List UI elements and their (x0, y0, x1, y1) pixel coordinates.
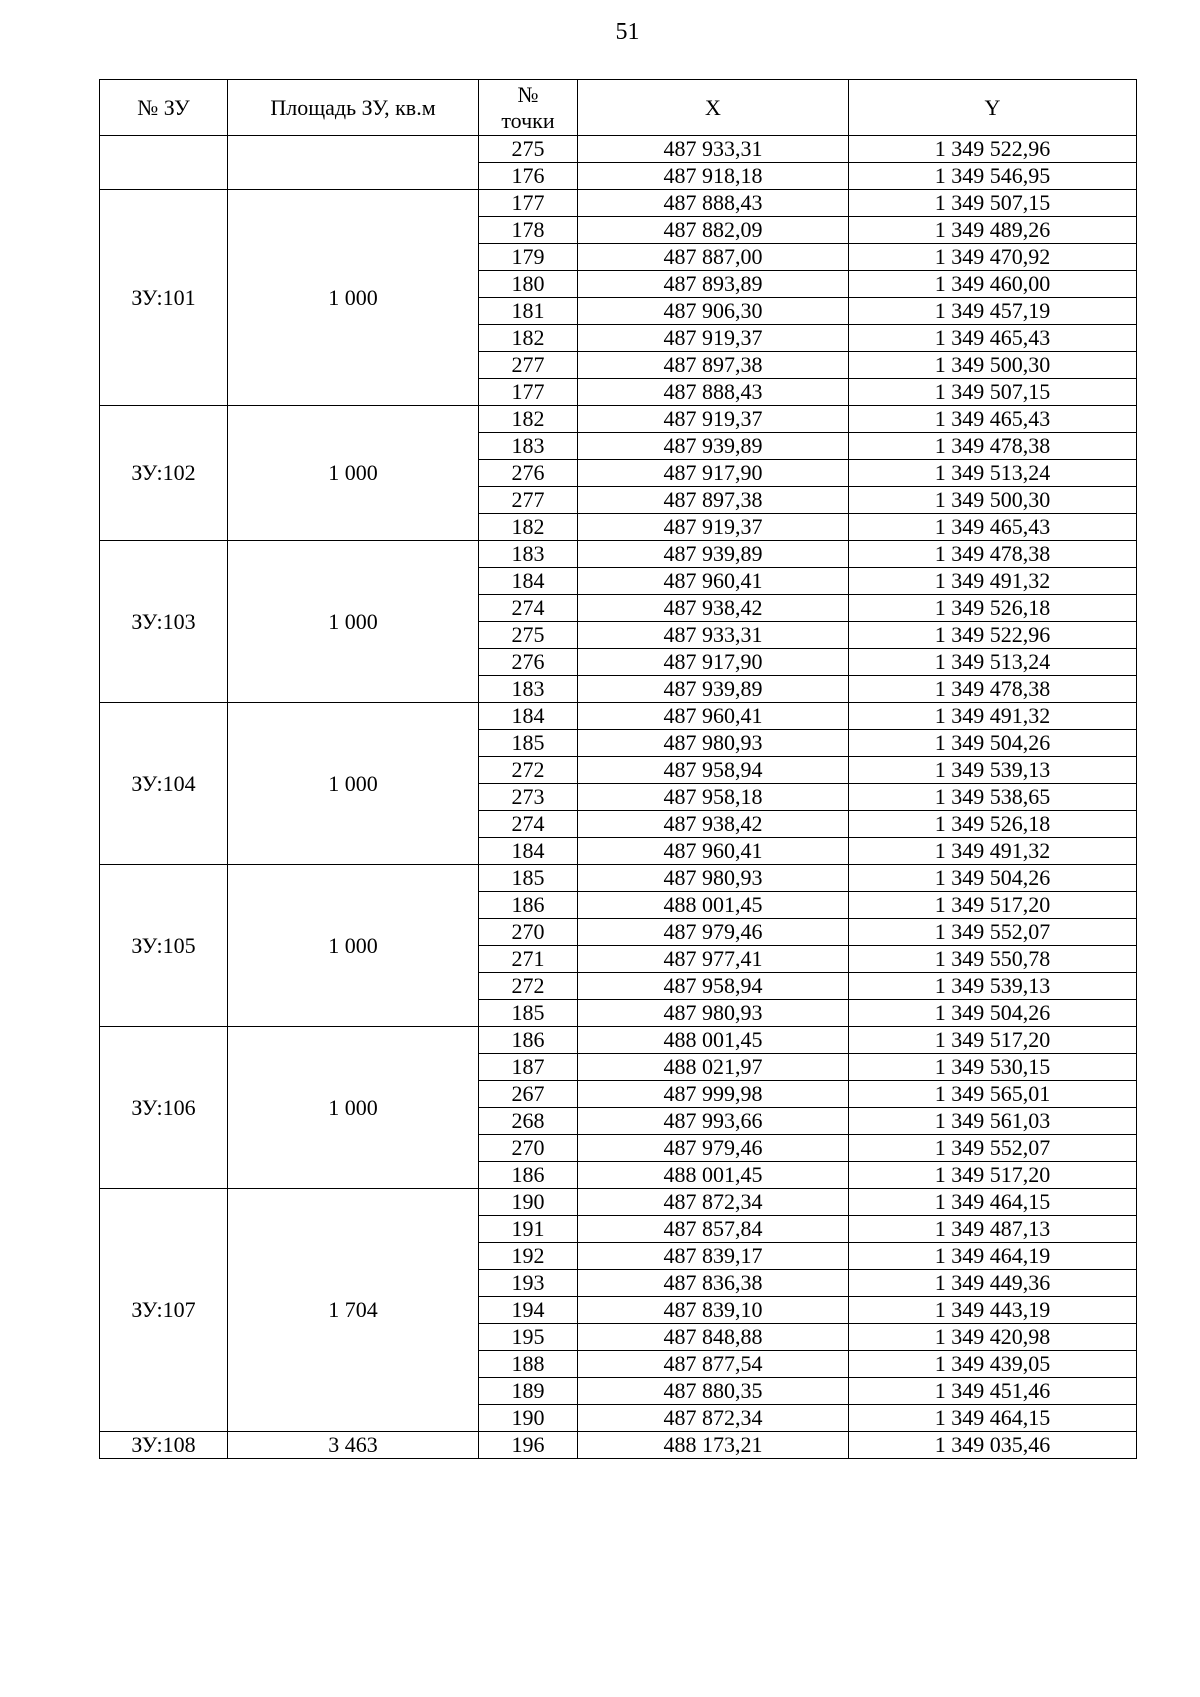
x-coordinate-cell: 487 836,38 (578, 1270, 849, 1297)
x-coordinate-cell: 487 939,89 (578, 541, 849, 568)
point-number-cell: 184 (479, 568, 578, 595)
x-coordinate-cell: 487 979,46 (578, 919, 849, 946)
point-number-cell: 277 (479, 487, 578, 514)
x-coordinate-cell: 487 917,90 (578, 649, 849, 676)
x-coordinate-cell: 487 933,31 (578, 622, 849, 649)
y-coordinate-cell: 1 349 470,92 (849, 244, 1137, 271)
y-coordinate-cell: 1 349 507,15 (849, 190, 1137, 217)
point-number-cell: 185 (479, 865, 578, 892)
y-coordinate-cell: 1 349 439,05 (849, 1351, 1137, 1378)
plot-area-cell: 1 000 (228, 703, 479, 865)
plot-number-cell: ЗУ:101 (100, 190, 228, 406)
point-number-cell: 190 (479, 1405, 578, 1432)
plot-area-cell (228, 136, 479, 190)
point-number-cell: 186 (479, 1027, 578, 1054)
plot-number-cell: ЗУ:107 (100, 1189, 228, 1432)
point-number-cell: 190 (479, 1189, 578, 1216)
x-coordinate-cell: 487 897,38 (578, 352, 849, 379)
plot-area-cell: 3 463 (228, 1432, 479, 1459)
y-coordinate-cell: 1 349 500,30 (849, 352, 1137, 379)
y-coordinate-cell: 1 349 504,26 (849, 1000, 1137, 1027)
table-row (100, 541, 1137, 568)
table-row (100, 1189, 1137, 1216)
point-number-cell: 273 (479, 784, 578, 811)
point-number-cell: 272 (479, 973, 578, 1000)
plot-area-cell: 1 000 (228, 1027, 479, 1189)
x-coordinate-cell: 487 897,38 (578, 487, 849, 514)
x-coordinate-cell: 487 939,89 (578, 676, 849, 703)
x-coordinate-cell: 487 958,18 (578, 784, 849, 811)
x-coordinate-cell: 487 893,89 (578, 271, 849, 298)
y-coordinate-cell: 1 349 487,13 (849, 1216, 1137, 1243)
y-coordinate-cell: 1 349 478,38 (849, 676, 1137, 703)
x-coordinate-cell: 487 919,37 (578, 325, 849, 352)
point-number-cell: 182 (479, 325, 578, 352)
y-coordinate-cell: 1 349 443,19 (849, 1297, 1137, 1324)
y-coordinate-cell: 1 349 561,03 (849, 1108, 1137, 1135)
y-coordinate-cell: 1 349 491,32 (849, 838, 1137, 865)
point-number-cell: 186 (479, 892, 578, 919)
x-coordinate-cell: 487 888,43 (578, 190, 849, 217)
x-coordinate-cell: 487 979,46 (578, 1135, 849, 1162)
y-coordinate-cell: 1 349 500,30 (849, 487, 1137, 514)
table-header-row (100, 80, 1137, 136)
header-x: X (578, 80, 849, 136)
table-row (100, 865, 1137, 892)
y-coordinate-cell: 1 349 507,15 (849, 379, 1137, 406)
y-coordinate-cell: 1 349 504,26 (849, 730, 1137, 757)
x-coordinate-cell: 487 857,84 (578, 1216, 849, 1243)
plot-number-cell: ЗУ:108 (100, 1432, 228, 1459)
plot-number-cell: ЗУ:102 (100, 406, 228, 541)
plot-area-cell: 1 000 (228, 406, 479, 541)
x-coordinate-cell: 487 960,41 (578, 703, 849, 730)
x-coordinate-cell: 487 960,41 (578, 568, 849, 595)
header-plot-number: № ЗУ (100, 80, 228, 136)
x-coordinate-cell: 487 917,90 (578, 460, 849, 487)
y-coordinate-cell: 1 349 451,46 (849, 1378, 1137, 1405)
point-number-cell: 184 (479, 838, 578, 865)
point-number-cell: 193 (479, 1270, 578, 1297)
point-number-cell: 183 (479, 433, 578, 460)
plot-area-cell: 1 000 (228, 865, 479, 1027)
x-coordinate-cell: 487 872,34 (578, 1189, 849, 1216)
y-coordinate-cell: 1 349 546,95 (849, 163, 1137, 190)
point-number-cell: 196 (479, 1432, 578, 1459)
plot-number-cell: ЗУ:105 (100, 865, 228, 1027)
x-coordinate-cell: 487 848,88 (578, 1324, 849, 1351)
plot-number-cell: ЗУ:104 (100, 703, 228, 865)
point-number-cell: 271 (479, 946, 578, 973)
table-row (100, 406, 1137, 433)
y-coordinate-cell: 1 349 522,96 (849, 136, 1137, 163)
y-coordinate-cell: 1 349 478,38 (849, 433, 1137, 460)
y-coordinate-cell: 1 349 530,15 (849, 1054, 1137, 1081)
point-number-cell: 276 (479, 649, 578, 676)
x-coordinate-cell: 487 918,18 (578, 163, 849, 190)
point-number-cell: 267 (479, 1081, 578, 1108)
x-coordinate-cell: 487 980,93 (578, 730, 849, 757)
table-row (100, 190, 1137, 217)
y-coordinate-cell: 1 349 517,20 (849, 1027, 1137, 1054)
point-number-cell: 188 (479, 1351, 578, 1378)
page-number: 51 (615, 19, 640, 45)
y-coordinate-cell: 1 349 035,46 (849, 1432, 1137, 1459)
y-coordinate-cell: 1 349 522,96 (849, 622, 1137, 649)
y-coordinate-cell: 1 349 539,13 (849, 973, 1137, 1000)
point-number-cell: 195 (479, 1324, 578, 1351)
x-coordinate-cell: 487 977,41 (578, 946, 849, 973)
plot-area-cell: 1 704 (228, 1189, 479, 1432)
plot-number-cell: ЗУ:106 (100, 1027, 228, 1189)
point-number-cell: 185 (479, 730, 578, 757)
y-coordinate-cell: 1 349 552,07 (849, 1135, 1137, 1162)
y-coordinate-cell: 1 349 465,43 (849, 514, 1137, 541)
point-number-cell: 277 (479, 352, 578, 379)
y-coordinate-cell: 1 349 464,19 (849, 1243, 1137, 1270)
point-number-cell: 186 (479, 1162, 578, 1189)
x-coordinate-cell: 487 888,43 (578, 379, 849, 406)
header-y: Y (849, 80, 1137, 136)
x-coordinate-cell: 487 960,41 (578, 838, 849, 865)
plot-number-cell (100, 136, 228, 190)
x-coordinate-cell: 487 882,09 (578, 217, 849, 244)
point-number-cell: 182 (479, 514, 578, 541)
table-row (100, 136, 1137, 163)
y-coordinate-cell: 1 349 565,01 (849, 1081, 1137, 1108)
plot-area-cell: 1 000 (228, 541, 479, 703)
x-coordinate-cell: 487 933,31 (578, 136, 849, 163)
point-number-cell: 268 (479, 1108, 578, 1135)
y-coordinate-cell: 1 349 449,36 (849, 1270, 1137, 1297)
y-coordinate-cell: 1 349 460,00 (849, 271, 1137, 298)
x-coordinate-cell: 487 958,94 (578, 973, 849, 1000)
x-coordinate-cell: 487 839,10 (578, 1297, 849, 1324)
x-coordinate-cell: 488 001,45 (578, 892, 849, 919)
point-number-cell: 191 (479, 1216, 578, 1243)
y-coordinate-cell: 1 349 457,19 (849, 298, 1137, 325)
plot-area-cell: 1 000 (228, 190, 479, 406)
y-coordinate-cell: 1 349 552,07 (849, 919, 1137, 946)
point-number-cell: 184 (479, 703, 578, 730)
x-coordinate-cell: 487 872,34 (578, 1405, 849, 1432)
point-number-cell: 194 (479, 1297, 578, 1324)
x-coordinate-cell: 487 919,37 (578, 514, 849, 541)
table-row (100, 1432, 1137, 1459)
x-coordinate-cell: 487 993,66 (578, 1108, 849, 1135)
point-number-cell: 178 (479, 217, 578, 244)
header-point-number-line2: точки (501, 107, 555, 133)
point-number-cell: 270 (479, 1135, 578, 1162)
y-coordinate-cell: 1 349 465,43 (849, 406, 1137, 433)
point-number-cell: 274 (479, 595, 578, 622)
x-coordinate-cell: 487 919,37 (578, 406, 849, 433)
header-point-number-line1: № (517, 81, 539, 107)
point-number-cell: 275 (479, 622, 578, 649)
y-coordinate-cell: 1 349 550,78 (849, 946, 1137, 973)
point-number-cell: 181 (479, 298, 578, 325)
x-coordinate-cell: 487 938,42 (578, 811, 849, 838)
table-row (100, 1027, 1137, 1054)
x-coordinate-cell: 487 906,30 (578, 298, 849, 325)
point-number-cell: 189 (479, 1378, 578, 1405)
point-number-cell: 270 (479, 919, 578, 946)
point-number-cell: 182 (479, 406, 578, 433)
y-coordinate-cell: 1 349 491,32 (849, 568, 1137, 595)
x-coordinate-cell: 487 980,93 (578, 865, 849, 892)
y-coordinate-cell: 1 349 504,26 (849, 865, 1137, 892)
y-coordinate-cell: 1 349 513,24 (849, 649, 1137, 676)
y-coordinate-cell: 1 349 539,13 (849, 757, 1137, 784)
x-coordinate-cell: 487 877,54 (578, 1351, 849, 1378)
table-row (100, 703, 1137, 730)
x-coordinate-cell: 487 939,89 (578, 433, 849, 460)
point-number-cell: 275 (479, 136, 578, 163)
x-coordinate-cell: 487 839,17 (578, 1243, 849, 1270)
y-coordinate-cell: 1 349 464,15 (849, 1189, 1137, 1216)
point-number-cell: 183 (479, 541, 578, 568)
point-number-cell: 179 (479, 244, 578, 271)
header-point-number (479, 80, 578, 136)
y-coordinate-cell: 1 349 526,18 (849, 811, 1137, 838)
x-coordinate-cell: 487 958,94 (578, 757, 849, 784)
y-coordinate-cell: 1 349 464,15 (849, 1405, 1137, 1432)
y-coordinate-cell: 1 349 517,20 (849, 1162, 1137, 1189)
x-coordinate-cell: 487 980,93 (578, 1000, 849, 1027)
y-coordinate-cell: 1 349 489,26 (849, 217, 1137, 244)
point-number-cell: 180 (479, 271, 578, 298)
plot-number-cell: ЗУ:103 (100, 541, 228, 703)
y-coordinate-cell: 1 349 465,43 (849, 325, 1137, 352)
point-number-cell: 187 (479, 1054, 578, 1081)
x-coordinate-cell: 488 021,97 (578, 1054, 849, 1081)
point-number-cell: 177 (479, 190, 578, 217)
y-coordinate-cell: 1 349 420,98 (849, 1324, 1137, 1351)
x-coordinate-cell: 488 173,21 (578, 1432, 849, 1459)
point-number-cell: 272 (479, 757, 578, 784)
coordinates-table (99, 79, 1137, 1459)
x-coordinate-cell: 487 938,42 (578, 595, 849, 622)
x-coordinate-cell: 488 001,45 (578, 1027, 849, 1054)
y-coordinate-cell: 1 349 526,18 (849, 595, 1137, 622)
y-coordinate-cell: 1 349 538,65 (849, 784, 1137, 811)
x-coordinate-cell: 487 887,00 (578, 244, 849, 271)
y-coordinate-cell: 1 349 513,24 (849, 460, 1137, 487)
point-number-cell: 177 (479, 379, 578, 406)
point-number-cell: 185 (479, 1000, 578, 1027)
point-number-cell: 192 (479, 1243, 578, 1270)
point-number-cell: 274 (479, 811, 578, 838)
point-number-cell: 183 (479, 676, 578, 703)
y-coordinate-cell: 1 349 517,20 (849, 892, 1137, 919)
header-plot-area: Площадь ЗУ, кв.м (228, 80, 479, 136)
x-coordinate-cell: 487 880,35 (578, 1378, 849, 1405)
x-coordinate-cell: 488 001,45 (578, 1162, 849, 1189)
point-number-cell: 276 (479, 460, 578, 487)
point-number-cell: 176 (479, 163, 578, 190)
table-body (100, 136, 1137, 1459)
x-coordinate-cell: 487 999,98 (578, 1081, 849, 1108)
y-coordinate-cell: 1 349 491,32 (849, 703, 1137, 730)
y-coordinate-cell: 1 349 478,38 (849, 541, 1137, 568)
